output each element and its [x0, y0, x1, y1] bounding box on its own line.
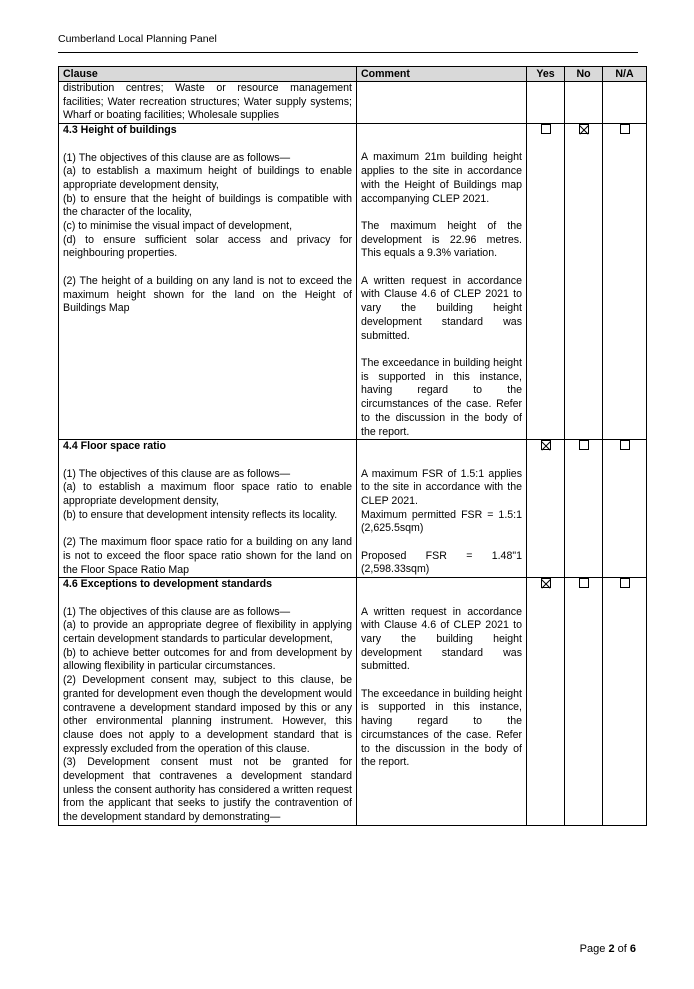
- clause-heading: 4.3 Height of buildings: [63, 124, 177, 137]
- comment-paragraph: [361, 124, 522, 138]
- comment-paragraph: Maximum permitted FSR = 1.5:1 (2,625.5sqm): [361, 508, 522, 535]
- comment-paragraph: A written request in accordance with Clause 4.6 of CLEP 2021 to vary the building height development standard was submitted.: [361, 605, 522, 673]
- na-checkbox[interactable]: [620, 440, 630, 450]
- table-row: [59, 578, 647, 826]
- table-row: [59, 124, 647, 440]
- column-header-clause: Clause: [59, 67, 357, 82]
- comment-paragraph: The exceedance in building height is supported in this instance, having regard to the circumstances of the case. Refer to the discussion in the body of the report.: [361, 687, 522, 769]
- comment-paragraph: Proposed FSR = 1.48"1 (2,598.33sqm): [361, 549, 522, 576]
- comment-paragraph: [361, 82, 522, 96]
- comment-cell: [357, 440, 527, 578]
- yes-cell: [527, 82, 565, 124]
- no-cell: [565, 440, 603, 578]
- na-checkbox[interactable]: [620, 578, 630, 588]
- clause-paragraph: [63, 138, 352, 152]
- clause-cell: [59, 440, 357, 578]
- clause-paragraph: (d) to ensure sufficient solar access and privacy for neighbouring properties.: [63, 233, 352, 260]
- comment-paragraph: A maximum 21m building height applies to the site in accordance with the Height of Buildings map accompanying CLEP 2021.: [361, 151, 522, 205]
- column-header-comment: Comment: [357, 67, 527, 82]
- clause-paragraph: [63, 592, 352, 606]
- clause-paragraph: distribution centres; Waste or resource management facilities; Water recreation structures; Water supply systems; Wharf or boating facilities; Wholesale supplies: [63, 82, 352, 122]
- clause-paragraph: (a) to establish a maximum height of buildings to enable appropriate development density,: [63, 165, 352, 191]
- table-row: [59, 82, 647, 124]
- column-header-na: N/A: [603, 67, 647, 82]
- comment-paragraph: A maximum FSR of 1.5:1 applies to the site in accordance with the CLEP 2021.: [361, 467, 522, 507]
- comment-paragraph: [361, 440, 522, 454]
- comment-paragraph: [361, 261, 522, 275]
- comment-paragraph: [361, 343, 522, 357]
- yes-checkbox[interactable]: [541, 440, 551, 450]
- comment-paragraph: The exceedance in building height is supported in this instance, having regard to the circumstances of the case. Refer to the discussion in the body of the report.: [361, 356, 522, 438]
- clause-cell: [59, 124, 357, 440]
- na-checkbox[interactable]: [620, 124, 630, 134]
- comment-paragraph: The maximum height of the development is 22.96 metres. This equals a 9.3% variation.: [361, 219, 522, 260]
- yes-checkbox[interactable]: [541, 124, 551, 134]
- clause-paragraph: (a) to provide an appropriate degree of flexibility in applying certain development standards to particular development,: [63, 619, 352, 645]
- comment-cell: [357, 578, 527, 826]
- clause-paragraph: (b) to ensure that the height of buildings is compatible with the character of the locality,: [63, 192, 352, 219]
- clause-cell: [59, 82, 357, 124]
- table-header-row: [59, 67, 647, 82]
- header-title: Cumberland Local Planning Panel: [58, 33, 217, 45]
- na-cell: [603, 82, 647, 124]
- clause-paragraph: (1) The objectives of this clause are as follows—: [63, 467, 291, 480]
- page-word: Page: [579, 943, 606, 955]
- clause-table: [58, 66, 647, 826]
- current-page: 2: [608, 943, 615, 955]
- yes-cell: [527, 578, 565, 826]
- clause-paragraph: (3) Development consent must not be granted for development that contravenes a development standard unless the consent authority has considered a written request from the applicant that seeks to justify the contravention of the development standard by demonstrating—: [63, 756, 352, 824]
- table-row: [59, 440, 647, 578]
- header-rule: [58, 52, 638, 53]
- clause-paragraph: [63, 454, 352, 468]
- no-checkbox[interactable]: [579, 124, 589, 134]
- clause-paragraph: (1) The objectives of this clause are as follows—: [63, 605, 291, 618]
- clause-heading: 4.4 Floor space ratio: [63, 440, 167, 453]
- of-word: of: [617, 943, 627, 955]
- clause-paragraph: (b) to achieve better outcomes for and from development by allowing flexibility in particular circumstances.: [63, 646, 352, 673]
- na-cell: [603, 578, 647, 826]
- yes-cell: [527, 124, 565, 440]
- yes-cell: [527, 440, 565, 578]
- comment-paragraph: [361, 592, 522, 606]
- clause-paragraph: [63, 522, 352, 536]
- no-checkbox[interactable]: [579, 578, 589, 588]
- comment-paragraph: [361, 536, 522, 550]
- yes-checkbox[interactable]: [541, 578, 551, 588]
- comment-cell: [357, 82, 527, 124]
- clause-paragraph: (b) to ensure that development intensity reflects its locality.: [63, 508, 338, 521]
- clause-heading: 4.6 Exceptions to development standards: [63, 578, 272, 591]
- comment-paragraph: [361, 578, 522, 592]
- no-cell: [565, 578, 603, 826]
- clause-paragraph: (2) The height of a building on any land is not to exceed the maximum height shown for the land on the Height of Buildings Map: [63, 274, 352, 315]
- comment-paragraph: [361, 206, 522, 220]
- clause-paragraph: (a) to establish a maximum floor space ratio to enable appropriate development density,: [63, 481, 352, 507]
- na-cell: [603, 124, 647, 440]
- clause-paragraph: (1) The objectives of this clause are as follows—: [63, 151, 291, 164]
- no-cell: [565, 82, 603, 124]
- comment-cell: [357, 124, 527, 440]
- clause-paragraph: (2) The maximum floor space ratio for a building on any land is not to exceed the floor space ratio shown for the land on the Floor Space Ratio Map: [63, 536, 352, 576]
- column-header-yes: Yes: [527, 67, 565, 82]
- clause-paragraph: (2) Development consent may, subject to this clause, be granted for development even though the development would contravene a development standard imposed by this or any other environmental planning instrument. However, this clause does not apply to a development standard that is expressly excluded from the operation of this clause.: [63, 674, 352, 755]
- comment-paragraph: [361, 674, 522, 688]
- comment-paragraph: A written request in accordance with Clause 4.6 of CLEP 2021 to vary the building height development standard was submitted.: [361, 274, 522, 342]
- na-cell: [603, 440, 647, 578]
- no-checkbox[interactable]: [579, 440, 589, 450]
- column-header-no: No: [565, 67, 603, 82]
- total-pages: 6: [629, 943, 636, 955]
- comment-paragraph: [361, 138, 522, 152]
- no-cell: [565, 124, 603, 440]
- clause-cell: [59, 578, 357, 826]
- page-number: [580, 943, 636, 955]
- clause-paragraph: (c) to minimise the visual impact of development,: [63, 220, 293, 233]
- comment-paragraph: [361, 454, 522, 468]
- clause-paragraph: [63, 261, 352, 275]
